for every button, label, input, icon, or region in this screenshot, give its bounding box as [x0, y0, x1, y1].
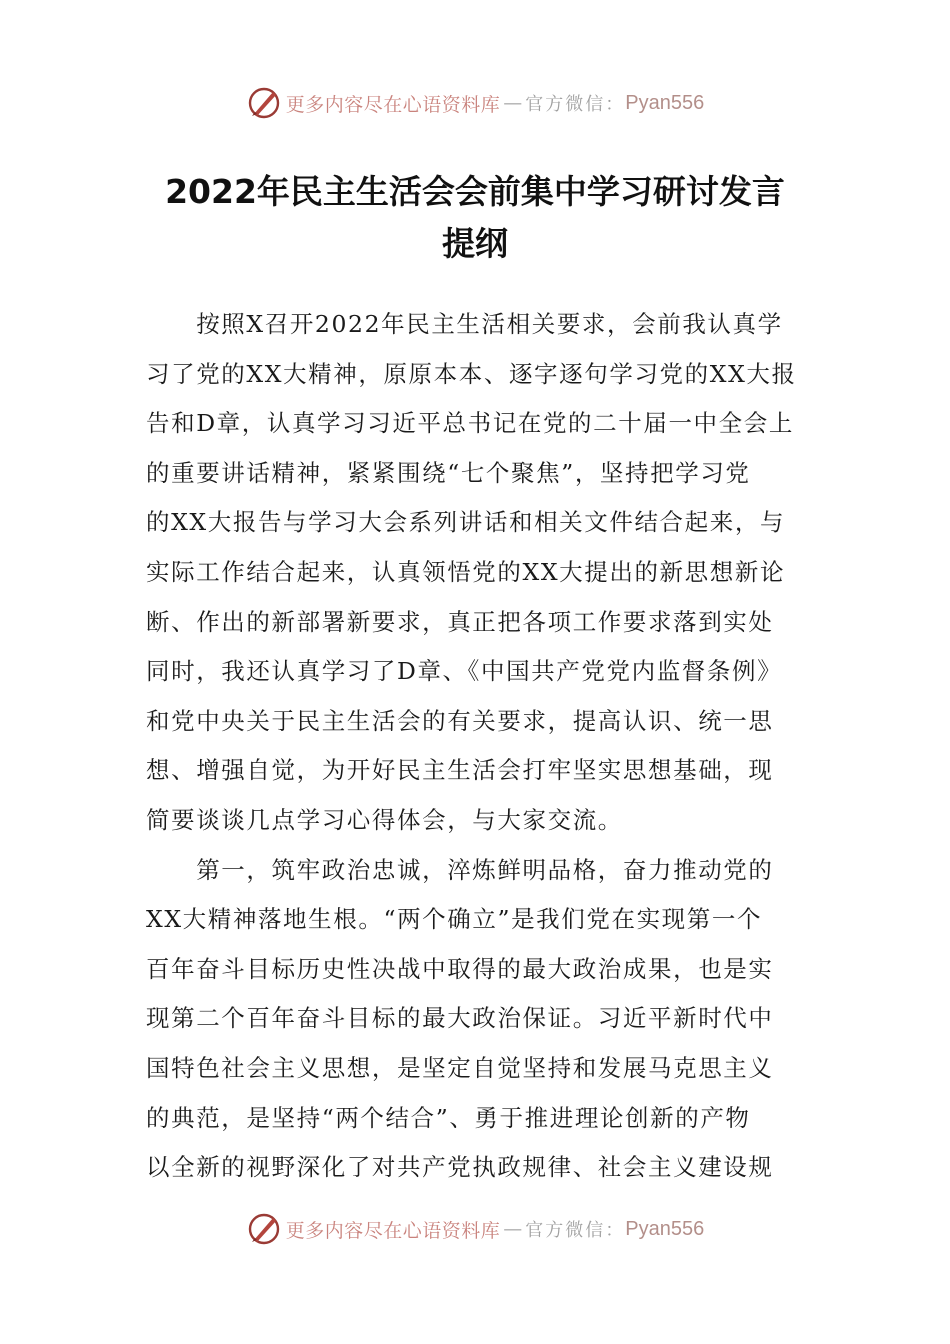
- body-line: 以全新的视野深化了对共产党执政规律、社会主义建设规: [146, 1153, 774, 1182]
- body-line: 同时，我还认真学习了D章、《中国共产党党内监督条例》: [146, 657, 783, 686]
- body-line: 想、增强自觉，为开好民主生活会打牢坚实思想基础，现: [146, 756, 774, 785]
- body-line: XX大精神落地生根。“两个确立”是我们党在实现第一个: [146, 905, 763, 934]
- body-line: 按照X召开2022年民主生活相关要求，会前我认真学: [146, 310, 783, 338]
- body-line: 现第二个百年奋斗目标的最大政治保证。习近平新时代中: [146, 1004, 774, 1033]
- document-title: [120, 166, 830, 270]
- body-line: 国特色社会主义思想，是坚定自觉坚持和发展马克思主义: [146, 1053, 774, 1082]
- watermark-text: 更多内容尽在心语资料库: [285, 93, 501, 116]
- watermark-banner-top: [0, 81, 950, 125]
- body-line: 的典范，是坚持“两个结合”、勇于推进理论创新的产物: [146, 1103, 751, 1132]
- watermark-dash: —: [503, 92, 523, 114]
- body-line: 简要谈谈几点学习心得体会，与大家交流。: [146, 805, 623, 834]
- body-line: 告和D章，认真学习习近平总书记在党的二十届一中全会上: [146, 409, 794, 438]
- document-body: [146, 300, 808, 1193]
- watermark-wechat-id: Pyan556: [625, 91, 705, 114]
- body-line: 实际工作结合起来，认真领悟党的XX大提出的新思想新论: [146, 557, 786, 586]
- watermark-wechat-label: 官方微信：: [525, 94, 626, 115]
- title-line-1: 2022年民主生活会会前集中学习研讨发言: [165, 172, 785, 211]
- body-line: 第一，筑牢政治忠诚，淬炼鲜明品格，奋力推动党的: [146, 855, 774, 884]
- body-line: 和党中央关于民主生活会的有关要求，提高认识、统一思: [146, 706, 774, 735]
- watermark-wechat-label: 官方微信：: [525, 1220, 626, 1241]
- title-line-2: 提纲: [442, 224, 508, 263]
- watermark-banner-bottom: [0, 1207, 950, 1251]
- body-line: 的重要讲话精神，紧紧围绕“七个聚焦”，坚持把学习党: [146, 458, 751, 487]
- body-line: 百年奋斗目标历史性决战中取得的最大政治成果，也是实: [146, 954, 774, 983]
- body-line: 的XX大报告与学习大会系列讲话和相关文件结合起来，与: [146, 508, 786, 537]
- watermark-wechat-id: Pyan556: [625, 1217, 705, 1240]
- body-line: 断、作出的新部署新要求，真正把各项工作要求落到实处: [146, 607, 774, 636]
- watermark-text: 更多内容尽在心语资料库: [285, 1219, 501, 1242]
- watermark-dash: —: [503, 1218, 523, 1240]
- quill-logo-icon: [246, 85, 282, 121]
- body-line: 习了党的XX大精神，原原本本、逐字逐句学习党的XX大报: [146, 359, 797, 388]
- quill-logo-icon: [246, 1211, 282, 1247]
